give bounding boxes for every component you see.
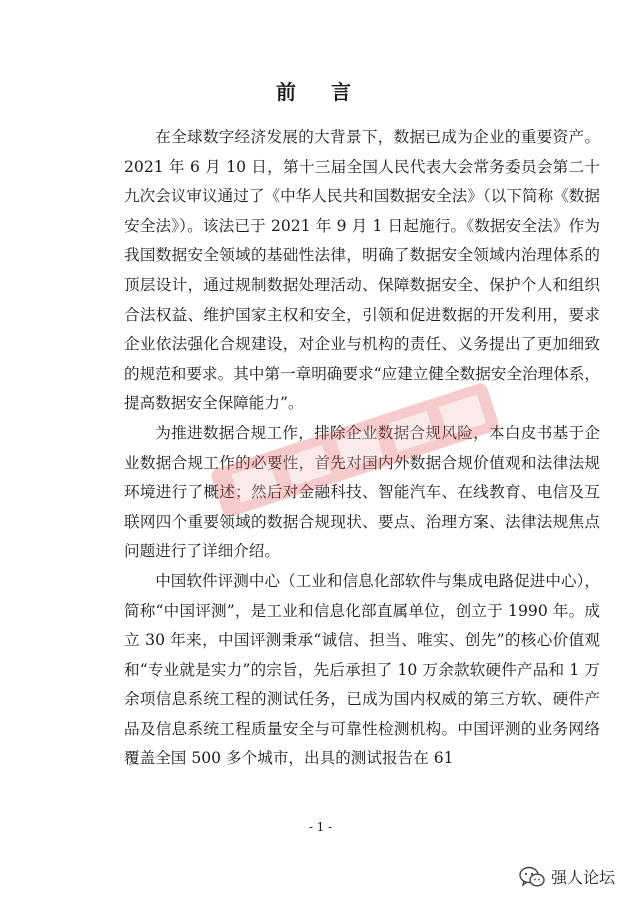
badge-label: 强人论坛 [550,868,615,887]
paragraph-1: 在全球数字经济发展的大背景下，数据已成为企业的重要资产。2021 年 6 月 10 日，第十三届全国人民代表大会常务委员会第二十九次会议审议通过了《中华人民共和国数据安全法》（以下简称《数据安全法》）。该法已于 2021 年 9 月 1 日起施行。《数据安全法》作为我国数据安全领域的基础性法律，明确了数据安全领域内治理体系的顶层设计，通过规制数据处理活动、保障数据安全、保护个人和组织合法权益、维护国家主权和安全，引领和促进数据的开发利用，要求企业依法强化合规建设，对企业与机构的责任、义务提出了更加细致的规范和要求。其中第一章明确要求“应建立健全数据安全治理体系，提高数据安全保障能力”。 [124,128,600,413]
body-text [124,123,600,774]
paragraph-2: 为推进数据合规工作，排除企业数据合规风险，本白皮书基于企业数据合规工作的必要性，首先对国内外数据合规价值观和法律法规环境进行了概述；然后对金融科技、智能汽车、在线教育、电信及互联网四个重要领域的数据合规现状、要点、治理方案、法律法规焦点问题进行了详细介绍。 [124,423,600,561]
page-number: - 1 - [308,820,333,834]
page-title: 前 言 [276,80,365,104]
source-badge [519,865,615,888]
wechat-icon [519,866,545,888]
paragraph-3: 中国软件评测中心（工业和信息化部软件与集成电路促进中心），简称“中国评测”，是工业和信息化部直属单位，创立于 1990 年。成立 30 年来，中国评测秉承“诚信、担当、唯实、创先”的核心价值观和“专业就是实力”的宗旨，先后承担了 10 万余款软硬件产品和 1 万余项信息系统工程的测试任务，已成为国内权威的第三方软、硬件产品及信息系统工程质量安全与可靠性检测机构。中国评测的业务网络覆盖全国 500 多个城市，出具的测试报告在 61 [124,571,600,768]
